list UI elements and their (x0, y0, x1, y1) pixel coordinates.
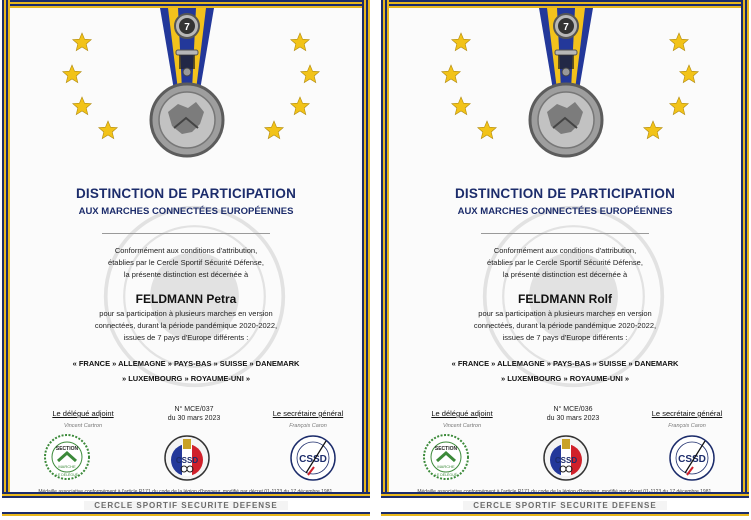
body-line: pour sa participation à plusieurs marches en version (478, 309, 652, 318)
countries-line: « FRANCE » ALLEMAGNE » PAYS-BAS » SUISSE » DANEMARK (451, 359, 679, 368)
certificate-right (381, 0, 749, 516)
intro-line: établies par le Cercle Sportif Sécurité Défense, (487, 258, 643, 267)
right-signatory (258, 409, 358, 429)
intro-line: Conformément aux conditions d'attribution, (114, 246, 258, 255)
border-top (381, 0, 749, 8)
star-icon (72, 96, 92, 116)
body-line: pour sa participation à plusieurs marches en version (99, 309, 273, 318)
left-signatory-name: Vincent Cartron (442, 423, 482, 429)
svg-text:SECTION: SECTION (434, 446, 458, 452)
intro-text (389, 245, 741, 281)
star-icon (451, 96, 471, 116)
section-marche-emblem (34, 433, 100, 481)
countries-line: « FRANCE » ALLEMAGNE » PAYS-BAS » SUISSE » DANEMARK (72, 359, 300, 368)
border-top (2, 0, 370, 8)
footer-band (2, 498, 370, 512)
star-icon (98, 120, 118, 140)
svg-text:LE DÉLÉGUÉ: LE DÉLÉGUÉ (56, 473, 78, 477)
certificate-left (2, 0, 370, 516)
intro-text (10, 245, 362, 281)
star-icon (300, 64, 320, 84)
certificate-title: DISTINCTION DE PARTICIPATION (454, 186, 676, 201)
star-icon (477, 120, 497, 140)
right-signatory-name: François Caron (289, 423, 327, 429)
countries-line: » LUXEMBOURG » ROYAUME-UNI » (121, 374, 251, 383)
star-icon (441, 64, 461, 84)
svg-text:7: 7 (563, 22, 569, 33)
medal-icon (511, 8, 621, 170)
footer-band (381, 498, 749, 512)
body-line: issues de 7 pays d'Europe différents : (502, 333, 628, 342)
left-signatory-title: Le délégué adjoint (431, 409, 493, 418)
certificate-subtitle: AUX MARCHES CONNECTÉES EUROPÉENNES (457, 206, 673, 217)
body-line: connectées, durant la période pandémique 2020-2022, (473, 321, 657, 330)
intro-line: Conformément aux conditions d'attribution, (493, 246, 637, 255)
certificate-paper (10, 8, 362, 492)
certificate-paper (389, 8, 741, 492)
countries-line: » LUXEMBOURG » ROYAUME-UNI » (500, 374, 630, 383)
certificate-reference (150, 405, 238, 423)
svg-text:MARCHE: MARCHE (437, 464, 455, 469)
svg-text:CSSD: CSSD (175, 456, 199, 465)
certificate-date: du 30 mars 2023 (546, 415, 600, 422)
star-icon (62, 64, 82, 84)
svg-text:CSSD: CSSD (299, 454, 327, 465)
intro-line: la présente distinction est décernée à (502, 270, 628, 279)
certificate-reference (529, 405, 617, 423)
svg-text:MARCHE: MARCHE (58, 464, 76, 469)
border-left (381, 0, 389, 516)
svg-text:LE DÉLÉGUÉ: LE DÉLÉGUÉ (435, 473, 457, 477)
star-icon (290, 96, 310, 116)
certificate-number: N° MCE/036 (553, 406, 593, 413)
section-marche-emblem (413, 433, 479, 481)
right-signatory (637, 409, 737, 429)
body-line: connectées, durant la période pandémique 2020-2022, (94, 321, 278, 330)
certificate-title: DISTINCTION DE PARTICIPATION (75, 186, 297, 201)
intro-line: la présente distinction est décernée à (123, 270, 249, 279)
star-icon (290, 32, 310, 52)
countries-list (10, 356, 362, 386)
star-icon (264, 120, 284, 140)
left-signatory-name: Vincent Cartron (63, 423, 103, 429)
svg-text:SECTION: SECTION (55, 446, 79, 452)
body-line: issues de 7 pays d'Europe différents : (123, 333, 249, 342)
svg-text:CSSD: CSSD (554, 456, 578, 465)
divider (102, 233, 270, 234)
right-signatory-title: Le secrétaire général (651, 409, 723, 418)
certificate-subtitle: AUX MARCHES CONNECTÉES EUROPÉENNES (78, 206, 294, 217)
star-icon (643, 120, 663, 140)
cssd-crest-emblem (282, 433, 344, 483)
star-icon (679, 64, 699, 84)
star-icon (72, 32, 92, 52)
left-signatory-title: Le délégué adjoint (52, 409, 114, 418)
star-icon (669, 32, 689, 52)
recipient-name: FELDMANN Rolf (518, 292, 612, 306)
recipient-name: FELDMANN Petra (135, 292, 237, 306)
intro-line: établies par le Cercle Sportif Sécurité Défense, (108, 258, 264, 267)
divider (481, 233, 649, 234)
cssd-crest-emblem (661, 433, 723, 483)
left-signatory (38, 409, 128, 429)
cssd-flag-emblem (535, 433, 597, 483)
right-signatory-title: Le secrétaire général (272, 409, 344, 418)
svg-text:7: 7 (184, 22, 190, 33)
medal-icon (132, 8, 242, 170)
cssd-flag-emblem (156, 433, 218, 483)
border-right (741, 0, 749, 516)
right-signatory-name: François Caron (668, 423, 706, 429)
certificate-number: N° MCE/037 (174, 406, 214, 413)
footer-text: CERCLE SPORTIF SECURITE DEFENSE (463, 501, 666, 510)
border-left (2, 0, 10, 516)
footer-text: CERCLE SPORTIF SECURITE DEFENSE (84, 501, 287, 510)
body-text (389, 308, 741, 344)
svg-text:CSSD: CSSD (678, 454, 706, 465)
border-right (362, 0, 370, 516)
star-icon (451, 32, 471, 52)
left-signatory (417, 409, 507, 429)
certificate-date: du 30 mars 2023 (167, 415, 221, 422)
star-icon (669, 96, 689, 116)
countries-list (389, 356, 741, 386)
body-text (10, 308, 362, 344)
